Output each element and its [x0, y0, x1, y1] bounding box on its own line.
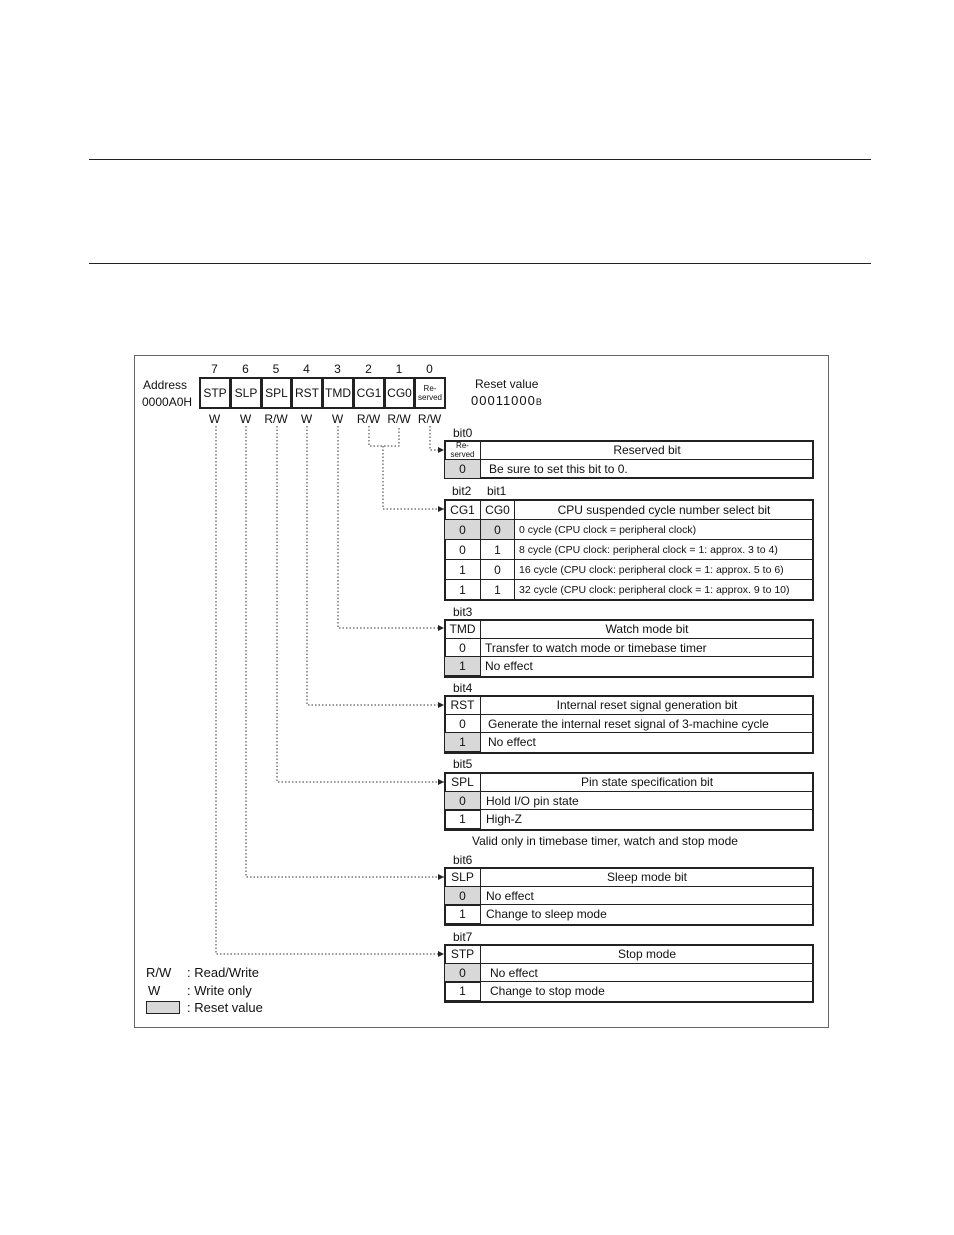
- bit4-col-header: RST: [444, 695, 481, 715]
- bit6-title: Sleep mode bit: [480, 867, 814, 887]
- bit-number: 1: [395, 362, 403, 376]
- bit0-label: bit0: [453, 426, 473, 440]
- bit-number: 0: [426, 362, 433, 376]
- bit4-title: Internal reset signal generation bit: [480, 695, 814, 715]
- bit7-row-rule: [480, 963, 814, 964]
- bit3-row-rule: [480, 656, 814, 657]
- bit-number: 5: [272, 362, 280, 376]
- bit4-row-desc: Generate the internal reset signal of 3-machine cycle: [488, 717, 769, 731]
- register-bit-cell: STP: [199, 377, 231, 409]
- bit-access: W: [239, 412, 252, 426]
- bit3-row-rule: [480, 638, 814, 639]
- bit6-row-desc: Change to sleep mode: [486, 907, 607, 921]
- cg-row-a: 0: [444, 539, 481, 560]
- bit5-row-desc: High-Z: [486, 812, 523, 826]
- bit0-row0-value: 0: [444, 459, 481, 479]
- bit5-row-desc: Hold I/O pin state: [486, 794, 579, 808]
- bit5-col-header: SPL: [444, 772, 481, 792]
- bit6-row-value: 1: [444, 904, 481, 924]
- leader-bit3: [338, 426, 444, 628]
- bit0-row0-desc: Be sure to set this bit to 0.: [489, 462, 628, 476]
- bit7-row-value: 1: [444, 981, 481, 1001]
- register-bit-cell: CG0: [384, 377, 415, 409]
- bit-access: W: [208, 412, 221, 426]
- reset-value-label: Reset value: [475, 377, 539, 391]
- bit6-row-rule: [480, 886, 814, 887]
- leader-bit6: [246, 426, 444, 877]
- bit5-row-value: 0: [444, 791, 481, 811]
- bit6-row-value: 0: [444, 886, 481, 906]
- cg-row-a: 0: [444, 519, 481, 540]
- legend-rw-key: R/W: [146, 965, 172, 980]
- cg-row-a: 1: [444, 559, 481, 580]
- legend-rw-desc: : Read/Write: [187, 965, 260, 980]
- reset-value-digits: 00011000: [471, 393, 536, 408]
- bit5-row-value: 1: [444, 809, 481, 829]
- legend-reset-desc: : Reset value: [187, 1000, 263, 1015]
- bit5-row-rule: [480, 791, 814, 792]
- register-bit-cell: CG1: [353, 377, 385, 409]
- register-bit-cell: SLP: [230, 377, 262, 409]
- leader-bit4: [307, 426, 444, 705]
- bit-access: R/W: [387, 412, 411, 426]
- register-bit-cell: TMD: [322, 377, 354, 409]
- bit1-label: bit1: [487, 484, 507, 498]
- cg-col-b-header: CG0: [480, 499, 515, 520]
- bit-access: W: [331, 412, 344, 426]
- bit3-label: bit3: [453, 605, 473, 619]
- bit7-title: Stop mode: [480, 944, 814, 964]
- bit-number: 4: [303, 362, 310, 376]
- address-value: 0000A0H: [142, 395, 193, 409]
- cg-row-desc: 0 cycle (CPU clock = peripheral clock): [514, 519, 814, 540]
- bit-access: R/W: [356, 412, 381, 426]
- cg-row-a: 1: [444, 579, 481, 600]
- cg-title: CPU suspended cycle number select bit: [514, 499, 814, 520]
- register-bit-cell: SPL: [261, 377, 292, 409]
- bit7-col-header: STP: [444, 944, 481, 964]
- bit3-title: Watch mode bit: [480, 619, 814, 639]
- bit6-row-rule: [480, 904, 814, 905]
- bit4-row-value: 0: [444, 714, 481, 734]
- bit7-row-desc: No effect: [490, 966, 538, 980]
- bit-number: 2: [365, 362, 372, 376]
- bit3-row-value: 0: [444, 638, 481, 658]
- bit4-label: bit4: [453, 681, 473, 695]
- register-bit-cell: Re- served: [414, 377, 446, 409]
- bit7-label: bit7: [453, 930, 473, 944]
- bit7-row-desc: Change to stop mode: [490, 984, 605, 998]
- bit0-title: Reserved bit: [480, 440, 814, 460]
- bit5-row-rule: [480, 809, 814, 810]
- bit5-label: bit5: [453, 757, 473, 771]
- bit-access: R/W: [264, 412, 288, 426]
- reset-value-suffix: B: [535, 397, 542, 407]
- bit3-row-desc: No effect: [485, 659, 533, 673]
- leader-bit5: [277, 426, 444, 782]
- cg-row-b: 0: [480, 519, 515, 540]
- bit6-label: bit6: [453, 853, 473, 867]
- leader-bit0: [430, 426, 444, 450]
- bit4-row-value: 1: [444, 732, 481, 752]
- cg-row-b: 1: [480, 579, 515, 600]
- bit4-row-desc: No effect: [488, 735, 536, 749]
- bit-number: 3: [334, 362, 341, 376]
- leader-cg: [383, 446, 444, 509]
- bit5-title: Pin state specification bit: [480, 772, 814, 792]
- cg-row-b: 0: [480, 559, 515, 580]
- bit-number: 7: [211, 362, 218, 376]
- bit5-note: Valid only in timebase timer, watch and stop mode: [472, 834, 738, 848]
- bit2-label: bit2: [452, 484, 472, 498]
- bit3-row-desc: Transfer to watch mode or timebase timer: [485, 641, 707, 655]
- bit0-col-header: Re- served: [444, 440, 481, 460]
- leader-cg-bracket: [369, 426, 399, 446]
- register-bit-cell: RST: [291, 377, 323, 409]
- leader-bit7: [216, 426, 444, 954]
- bit7-row-rule: [480, 981, 814, 982]
- cg-col-a-header: CG1: [444, 499, 481, 520]
- legend-reset-swatch: [146, 1001, 180, 1014]
- address-label: Address: [143, 378, 188, 392]
- legend-w-desc: : Write only: [187, 983, 252, 998]
- cg-row-desc: 8 cycle (CPU clock: peripheral clock = 1: approx. 3 to 4): [514, 539, 814, 560]
- bit3-col-header: TMD: [444, 619, 481, 639]
- bit-access: W: [300, 412, 313, 426]
- cg-row-desc: 16 cycle (CPU clock: peripheral clock = 1: approx. 5 to 6): [514, 559, 814, 580]
- bit4-row-rule: [480, 732, 814, 733]
- cg-row-b: 1: [480, 539, 515, 560]
- legend-w-key: W: [148, 983, 161, 998]
- bit7-row-value: 0: [444, 963, 481, 983]
- bit-number: 6: [242, 362, 249, 376]
- bit6-row-desc: No effect: [486, 889, 534, 903]
- bit3-row-value: 1: [444, 656, 481, 676]
- bit6-col-header: SLP: [444, 867, 481, 887]
- bit4-row-rule: [480, 714, 814, 715]
- cg-row-desc: 32 cycle (CPU clock: peripheral clock = 1: approx. 9 to 10): [514, 579, 814, 600]
- bit-access: R/W: [417, 412, 442, 426]
